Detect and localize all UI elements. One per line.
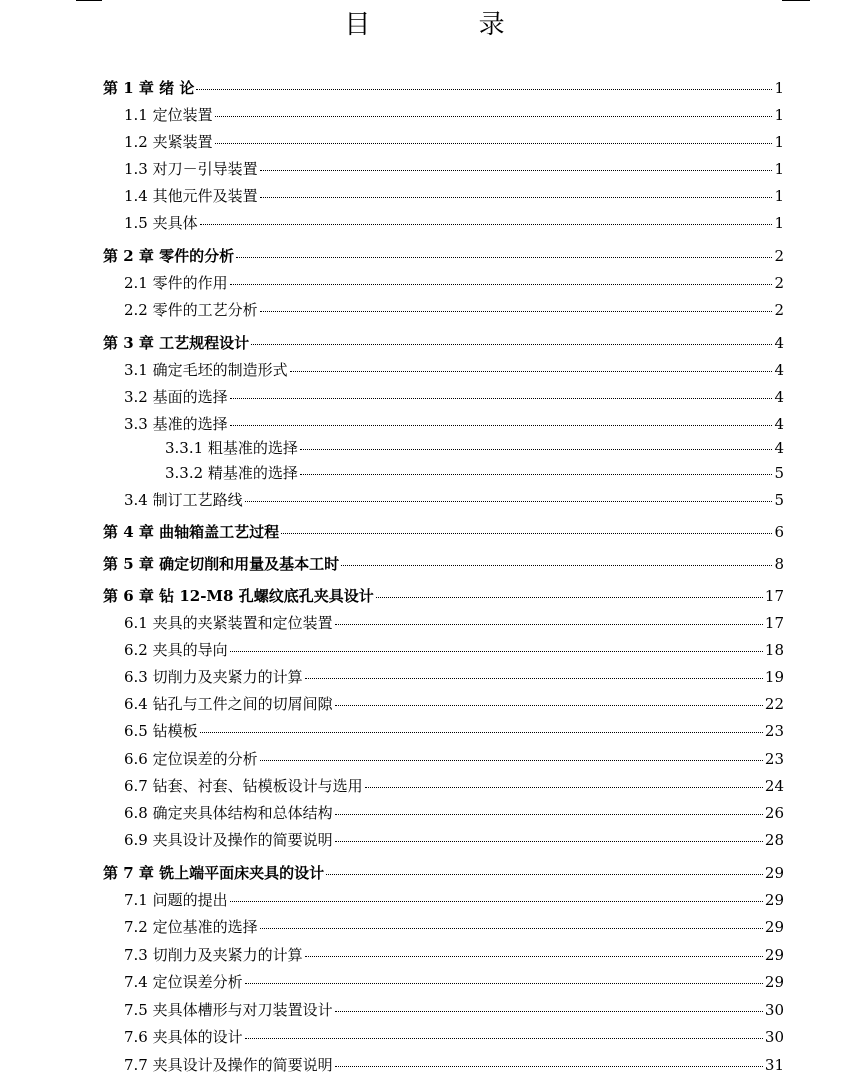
toc-section-entry[interactable]	[124, 186, 784, 206]
toc-dot-leader	[236, 257, 772, 258]
toc-section-entry[interactable]	[124, 300, 784, 320]
toc-entry-label: 第 7 章 铣上端平面床夹具的设计	[103, 864, 325, 882]
toc-section-entry[interactable]	[124, 830, 784, 850]
toc-dot-leader	[196, 89, 772, 90]
toc-page-number: 1	[774, 79, 784, 97]
toc-section-entry[interactable]	[124, 640, 784, 660]
toc-section-entry[interactable]	[124, 273, 784, 293]
toc-chapter-entry[interactable]	[103, 554, 784, 574]
toc-page-number: 29	[764, 946, 784, 964]
toc-entry-label: 第 5 章 确定切削和用量及基本工时	[103, 555, 340, 573]
toc-dot-leader	[245, 1038, 763, 1039]
toc-entry-label: 3.2 基面的选择	[124, 388, 228, 406]
toc-page-number: 2	[774, 301, 784, 319]
toc-entry-label: 6.2 夹具的导向	[124, 641, 228, 659]
toc-section-entry[interactable]	[124, 387, 784, 407]
toc-dot-leader	[230, 901, 763, 902]
toc-section-entry[interactable]	[124, 667, 784, 687]
toc-page-number: 22	[764, 695, 784, 713]
toc-dot-leader	[260, 928, 763, 929]
toc-page-number: 29	[764, 918, 784, 936]
toc-section-entry[interactable]	[124, 132, 784, 152]
toc-entry-label: 7.1 问题的提出	[124, 891, 228, 909]
toc-entry-label: 2.2 零件的工艺分析	[124, 301, 258, 319]
toc-page-number: 23	[764, 722, 784, 740]
toc-page-number: 2	[774, 274, 784, 292]
toc-page-number: 17	[764, 587, 784, 605]
toc-dot-leader	[335, 1011, 763, 1012]
toc-dot-leader	[305, 956, 763, 957]
toc-dot-leader	[281, 533, 772, 534]
toc-entry-label: 2.1 零件的作用	[124, 274, 228, 292]
toc-entry-label: 6.3 切削力及夹紧力的计算	[124, 668, 303, 686]
toc-page-number: 29	[764, 973, 784, 991]
toc-entry-label: 6.6 定位误差的分析	[124, 750, 258, 768]
toc-dot-leader	[245, 501, 773, 502]
toc-page-number: 4	[774, 361, 784, 379]
toc-dot-leader	[230, 284, 773, 285]
toc-entry-label: 1.1 定位装置	[124, 106, 213, 124]
toc-entry-label: 1.2 夹紧装置	[124, 133, 213, 151]
toc-page-number: 4	[774, 415, 784, 433]
toc-page-number: 18	[764, 641, 784, 659]
toc-page-number: 31	[764, 1056, 784, 1074]
toc-entry-label: 第 2 章 零件的分析	[103, 247, 235, 265]
toc-entry-label: 7.4 定位误差分析	[124, 973, 243, 991]
toc-dot-leader	[326, 874, 763, 875]
toc-entry-label: 6.1 夹具的夹紧装置和定位装置	[124, 614, 333, 632]
toc-section-entry[interactable]	[124, 972, 784, 992]
toc-section-entry[interactable]	[124, 890, 784, 910]
toc-page-number: 1	[774, 160, 784, 178]
toc-page-number: 29	[764, 864, 784, 882]
toc-dot-leader	[335, 814, 763, 815]
toc-dot-leader	[335, 624, 763, 625]
toc-dot-leader	[260, 311, 773, 312]
toc-section-entry[interactable]	[124, 1027, 784, 1047]
toc-page-number: 5	[774, 491, 784, 509]
toc-dot-leader	[260, 760, 763, 761]
toc-entry-label: 7.5 夹具体槽形与对刀装置设计	[124, 1001, 333, 1019]
toc-section-entry[interactable]	[124, 1055, 784, 1075]
toc-dot-leader	[305, 678, 763, 679]
toc-page-number: 5	[774, 464, 784, 482]
toc-page-number: 17	[764, 614, 784, 632]
toc-entry-label: 6.9 夹具设计及操作的简要说明	[124, 831, 333, 849]
toc-page-number: 19	[764, 668, 784, 686]
toc-section-entry[interactable]	[165, 438, 784, 458]
toc-entry-label: 6.4 钻孔与工件之间的切屑间隙	[124, 695, 333, 713]
toc-section-entry[interactable]	[124, 213, 784, 233]
toc-chapter-entry[interactable]	[103, 586, 784, 606]
toc-page-number: 1	[774, 187, 784, 205]
toc-section-entry[interactable]	[165, 463, 784, 483]
toc-entry-label: 3.4 制订工艺路线	[124, 491, 243, 509]
toc-page-number: 4	[774, 439, 784, 457]
toc-dot-leader	[200, 732, 763, 733]
toc-page-number: 1	[774, 214, 784, 232]
toc-page-number: 28	[764, 831, 784, 849]
toc-page-number: 4	[774, 334, 784, 352]
toc-chapter-entry[interactable]	[103, 333, 784, 353]
toc-dot-leader	[230, 398, 773, 399]
toc-entry-label: 6.8 确定夹具体结构和总体结构	[124, 804, 333, 822]
toc-section-entry[interactable]	[124, 694, 784, 714]
toc-page-number: 30	[764, 1028, 784, 1046]
toc-section-entry[interactable]	[124, 803, 784, 823]
toc-section-entry[interactable]	[124, 776, 784, 796]
page-title: 目 录	[344, 10, 555, 40]
toc-dot-leader	[200, 224, 773, 225]
toc-entry-label: 1.3 对刀－引导装置	[124, 160, 258, 178]
toc-dot-leader	[245, 983, 763, 984]
toc-dot-leader	[215, 143, 773, 144]
toc-page-number: 23	[764, 750, 784, 768]
toc-dot-leader	[335, 1066, 763, 1067]
toc-section-entry[interactable]	[124, 360, 784, 380]
toc-page-number: 24	[764, 777, 784, 795]
toc-dot-leader	[251, 344, 772, 345]
top-left-rule	[76, 0, 102, 1]
toc-entry-label: 7.7 夹具设计及操作的简要说明	[124, 1056, 333, 1074]
toc-section-entry[interactable]	[124, 105, 784, 125]
toc-section-entry[interactable]	[124, 1000, 784, 1020]
toc-dot-leader	[365, 787, 763, 788]
toc-page-number: 6	[774, 523, 784, 541]
toc-entry-label: 第 4 章 曲轴箱盖工艺过程	[103, 523, 280, 541]
toc-dot-leader	[341, 565, 772, 566]
toc-entry-label: 7.6 夹具体的设计	[124, 1028, 243, 1046]
toc-page-number: 30	[764, 1001, 784, 1019]
toc-entry-label: 6.7 钻套、衬套、钻模板设计与选用	[124, 777, 363, 795]
toc-chapter-entry[interactable]	[103, 522, 784, 542]
toc-dot-leader	[335, 841, 763, 842]
toc-dot-leader	[230, 651, 763, 652]
top-right-rule	[782, 0, 810, 1]
toc-page-number: 1	[774, 133, 784, 151]
toc-dot-leader	[335, 705, 763, 706]
toc-page-number: 4	[774, 388, 784, 406]
toc-section-entry[interactable]	[124, 945, 784, 965]
toc-entry-label: 3.3 基准的选择	[124, 415, 228, 433]
toc-page-number: 2	[774, 247, 784, 265]
toc-section-entry[interactable]	[124, 159, 784, 179]
toc-entry-label: 第 3 章 工艺规程设计	[103, 334, 250, 352]
toc-page-number: 26	[764, 804, 784, 822]
toc-entry-label: 3.1 确定毛坯的制造形式	[124, 361, 288, 379]
toc-page-number: 8	[774, 555, 784, 573]
toc-section-entry[interactable]	[124, 721, 784, 741]
toc-chapter-entry[interactable]	[103, 863, 784, 883]
toc-dot-leader	[260, 170, 773, 171]
toc-page-number: 1	[774, 106, 784, 124]
toc-dot-leader	[230, 425, 773, 426]
toc-entry-label: 7.2 定位基准的选择	[124, 918, 258, 936]
toc-entry-label: 1.5 夹具体	[124, 214, 198, 232]
toc-dot-leader	[260, 197, 773, 198]
toc-section-entry[interactable]	[124, 917, 784, 937]
toc-entry-label: 7.3 切削力及夹紧力的计算	[124, 946, 303, 964]
toc-dot-leader	[376, 597, 763, 598]
toc-page-number: 29	[764, 891, 784, 909]
toc-entry-label: 3.3.2 精基准的选择	[165, 464, 298, 482]
toc-entry-label: 1.4 其他元件及装置	[124, 187, 258, 205]
toc-chapter-entry[interactable]	[103, 78, 784, 98]
toc-entry-label: 第 6 章 钻 12-M8 孔螺纹底孔夹具设计	[103, 587, 374, 605]
toc-section-entry[interactable]	[124, 490, 784, 510]
toc-dot-leader	[300, 449, 773, 450]
toc-chapter-entry[interactable]	[103, 246, 784, 266]
toc-dot-leader	[290, 371, 773, 372]
toc-dot-leader	[215, 116, 773, 117]
toc-section-entry[interactable]	[124, 749, 784, 769]
toc-section-entry[interactable]	[124, 414, 784, 434]
toc-entry-label: 第 1 章 绪 论	[103, 79, 195, 97]
toc-entry-label: 6.5 钻模板	[124, 722, 198, 740]
toc-section-entry[interactable]	[124, 613, 784, 633]
toc-dot-leader	[300, 474, 773, 475]
toc-entry-label: 3.3.1 粗基准的选择	[165, 439, 298, 457]
